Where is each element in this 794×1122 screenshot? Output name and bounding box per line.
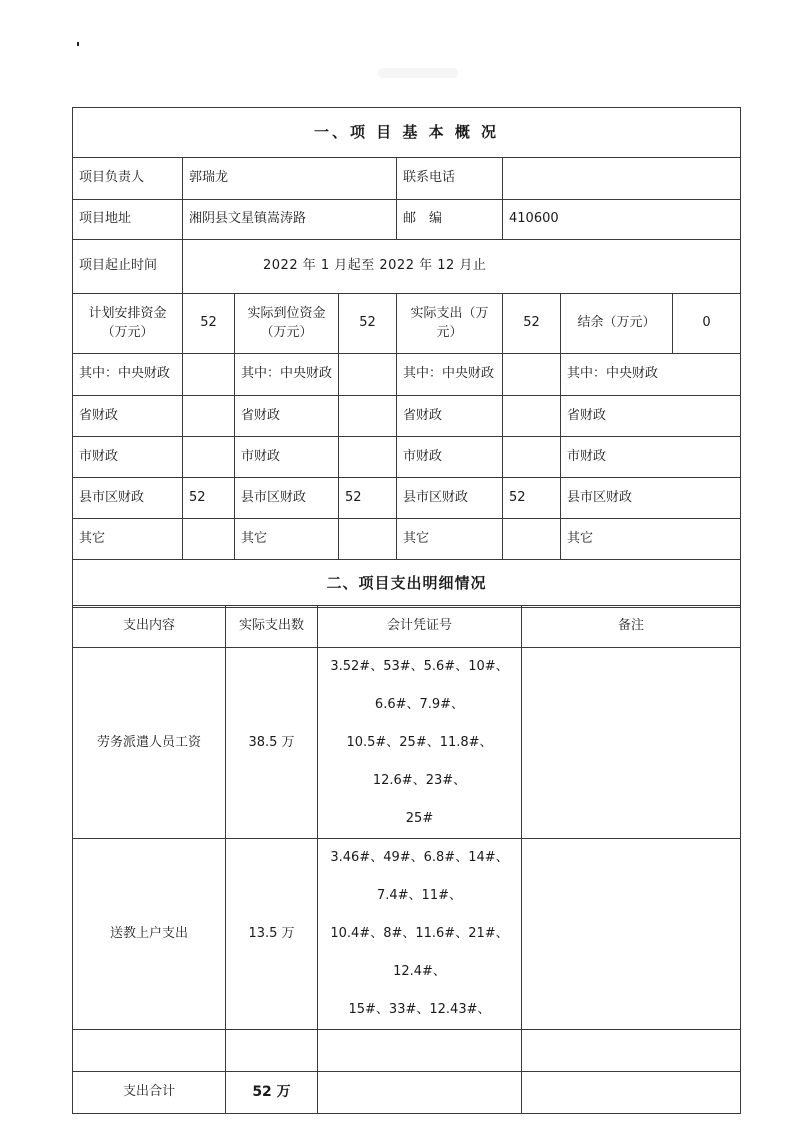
expense-voucher	[318, 839, 522, 1030]
funds-row-label: 其中：中央财政	[235, 354, 339, 396]
funds-row-label: 县市区财政	[235, 478, 339, 519]
expense-content: 劳务派遣人员工资	[73, 648, 226, 839]
funds-row-label: 其中：中央财政	[561, 354, 741, 396]
funds-row-value: 52	[183, 478, 235, 519]
empty-cell	[318, 1030, 522, 1072]
funds-row-value	[503, 437, 561, 478]
funds-row-label: 其中：中央财政	[73, 354, 183, 396]
funds-row-value	[339, 396, 397, 437]
section1-title: 一、项 目 基 本 概 况	[73, 108, 741, 158]
funds-row-label: 其它	[561, 519, 741, 560]
funds-row-value	[339, 519, 397, 560]
total-value: 52 万	[226, 1072, 318, 1114]
expense-detail-table	[72, 605, 741, 1114]
funds-row-value	[183, 396, 235, 437]
postcode-value: 410600	[503, 200, 741, 240]
funds-row-label: 县市区财政	[73, 478, 183, 519]
voucher-line: 15#、33#、12.43#、	[348, 1002, 491, 1017]
funds-row-value	[183, 354, 235, 396]
voucher-line: 3.46#、49#、6.8#、14#、7.4#、11#、	[330, 850, 509, 903]
address-label: 项目地址	[73, 200, 183, 240]
funds-row-value	[339, 437, 397, 478]
empty-cell	[318, 1072, 522, 1114]
funds-row-label: 其它	[73, 519, 183, 560]
voucher-line: 3.52#、53#、5.6#、10#、6.6#、7.9#、	[330, 659, 509, 712]
voucher-line: 25#	[405, 811, 434, 826]
scan-speck	[77, 42, 79, 46]
arrived-funds-label: 实际到位资金（万元）	[235, 294, 339, 354]
table-row	[73, 839, 741, 1030]
expense-content: 送教上户支出	[73, 839, 226, 1030]
postcode-label: 邮 编	[397, 200, 503, 240]
funds-row-label: 市财政	[397, 437, 503, 478]
leader-label: 项目负责人	[73, 158, 183, 200]
period-value: 2022 年 1 月起至 2022 年 12 月止	[183, 240, 741, 294]
funds-row-value	[339, 354, 397, 396]
planned-funds-value: 52	[183, 294, 235, 354]
header-amount: 实际支出数	[226, 606, 318, 648]
balance-value: 0	[673, 294, 741, 354]
expense-amount: 13.5 万	[226, 839, 318, 1030]
empty-cell	[226, 1030, 318, 1072]
funds-row-label: 其中：中央财政	[397, 354, 503, 396]
voucher-line: 10.5#、25#、11.8#、12.6#、23#、	[346, 735, 493, 788]
funds-row-value	[183, 519, 235, 560]
funds-row	[73, 519, 741, 560]
funds-row-label: 其它	[397, 519, 503, 560]
funds-row-value	[183, 437, 235, 478]
phone-label: 联系电话	[397, 158, 503, 200]
funds-row-value	[503, 519, 561, 560]
total-row	[73, 1072, 741, 1114]
header-voucher: 会计凭证号	[318, 606, 522, 648]
header-content: 支出内容	[73, 606, 226, 648]
funds-row-label: 县市区财政	[561, 478, 741, 519]
phone-value	[503, 158, 741, 200]
funds-row-label: 省财政	[73, 396, 183, 437]
period-label: 项目起止时间	[73, 240, 183, 294]
balance-label: 结余（万元）	[561, 294, 673, 354]
empty-row	[73, 1030, 741, 1072]
funds-row-value: 52	[339, 478, 397, 519]
funds-row-label: 县市区财政	[397, 478, 503, 519]
expense-note	[522, 648, 741, 839]
funds-row-label: 其它	[235, 519, 339, 560]
table-row	[73, 648, 741, 839]
funds-row-label: 市财政	[235, 437, 339, 478]
funds-row	[73, 478, 741, 519]
funds-row-label: 省财政	[235, 396, 339, 437]
arrived-funds-value: 52	[339, 294, 397, 354]
funds-row	[73, 354, 741, 396]
empty-cell	[522, 1072, 741, 1114]
empty-cell	[73, 1030, 226, 1072]
section2-title: 二、项目支出明细情况	[73, 560, 741, 608]
expense-note	[522, 839, 741, 1030]
funds-row-value	[503, 354, 561, 396]
leader-value: 郭瑞龙	[183, 158, 397, 200]
spent-funds-label: 实际支出（万元）	[397, 294, 503, 354]
voucher-line: 10.4#、8#、11.6#、21#、12.4#、	[330, 926, 509, 979]
expense-voucher	[318, 648, 522, 839]
expense-header-row	[73, 606, 741, 648]
funds-row-value: 52	[503, 478, 561, 519]
project-overview-table	[72, 107, 741, 608]
header-note: 备注	[522, 606, 741, 648]
faint-stamp-mark	[378, 68, 458, 78]
planned-funds-label: 计划安排资金（万元）	[73, 294, 183, 354]
total-label: 支出合计	[73, 1072, 226, 1114]
funds-row-label: 市财政	[561, 437, 741, 478]
expense-amount: 38.5 万	[226, 648, 318, 839]
spent-funds-value: 52	[503, 294, 561, 354]
address-value: 湘阴县文星镇嵩涛路	[183, 200, 397, 240]
funds-row	[73, 437, 741, 478]
funds-row-label: 省财政	[397, 396, 503, 437]
funds-row-label: 省财政	[561, 396, 741, 437]
funds-row-value	[503, 396, 561, 437]
empty-cell	[522, 1030, 741, 1072]
funds-row	[73, 396, 741, 437]
funds-row-label: 市财政	[73, 437, 183, 478]
